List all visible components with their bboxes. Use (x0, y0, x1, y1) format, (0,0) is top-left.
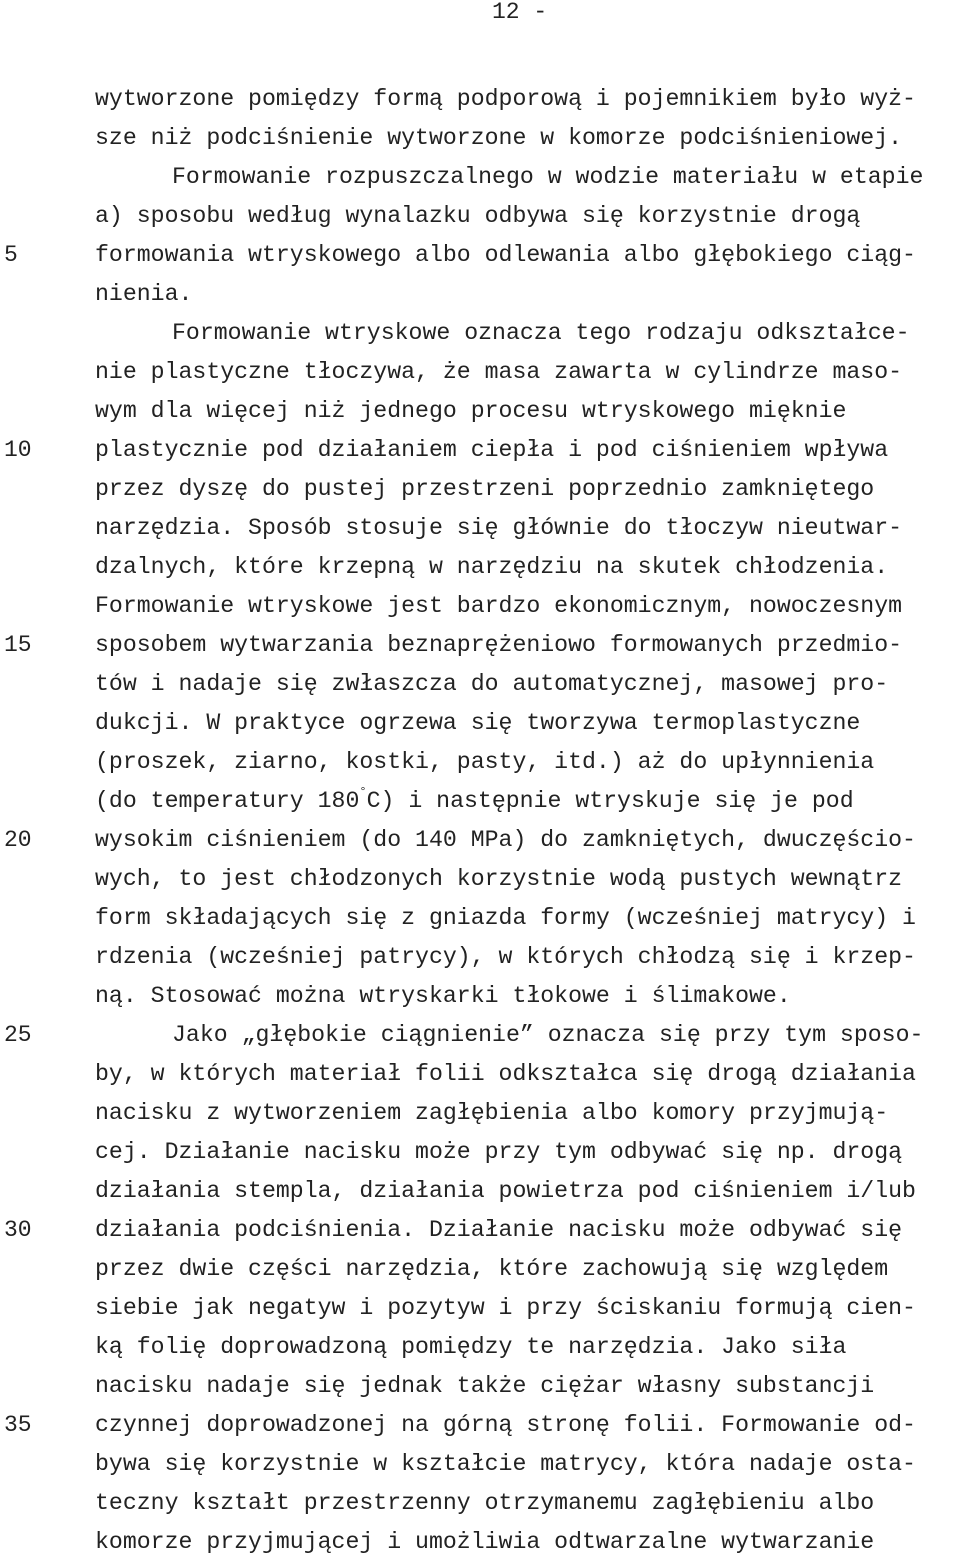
text-line (95, 240, 955, 279)
text-line (95, 1254, 955, 1293)
text-line (95, 1410, 955, 1449)
text-line-content: działania stempla, działania powietrza pod ciśnieniem i/lub (95, 1178, 916, 1204)
text-line-content: sposobem wytwarzania beznaprężeniowo formowanych przedmio- (95, 632, 903, 658)
text-line (95, 1371, 955, 1410)
degree-superscript: ° (359, 785, 367, 799)
text-line-content: przez dyszę do pustej przestrzeni poprzednio zamkniętego (95, 476, 875, 502)
text-line (95, 1488, 955, 1527)
line-number-10: 10 (4, 437, 32, 463)
text-line-content: czynnej doprowadzonej na górną stronę folii. Formowanie od- (95, 1412, 916, 1438)
text-line-content: nienia. (95, 281, 193, 307)
margin-line-numbers (0, 0, 60, 1558)
line-number-15: 15 (4, 632, 32, 658)
line-number-35: 35 (4, 1412, 32, 1438)
text-line-content: wysokim ciśnieniem (do 140 MPa) do zamkniętych, dwuczęścio- (95, 827, 916, 853)
text-line-content: narzędzia. Sposób stosuje się głównie do tłoczyw nieutwar- (95, 515, 903, 541)
document-body (95, 84, 955, 1566)
text-line (95, 279, 955, 318)
text-line-content: rdzenia (wcześniej patrycy), w których chłodzą się i krzep- (95, 944, 916, 970)
line-number-25: 25 (4, 1022, 32, 1048)
text-line (95, 1020, 955, 1059)
text-line-content: dzalnych, które krzepną w narzędziu na skutek chłodzenia. (95, 554, 889, 580)
text-line-content: (proszek, ziarno, kostki, pasty, itd.) aż do upłynnienia (95, 749, 875, 775)
text-line-content: by, w których materiał folii odkształca się drogą działania (95, 1061, 916, 1087)
text-line-content: sze niż podciśnienie wytworzone w komorze podciśnieniowej. (95, 125, 903, 151)
text-line-content: plastycznie pod działaniem ciepła i pod ciśnieniem wpływa (95, 437, 889, 463)
text-line (95, 84, 955, 123)
text-line-content: bywa się korzystnie w kształcie matrycy, która nadaje osta- (95, 1451, 916, 1477)
line-number-30: 30 (4, 1217, 32, 1243)
text-line (95, 318, 955, 357)
text-line-content: wytworzone pomiędzy formą podporową i pojemnikiem było wyż- (95, 86, 916, 112)
text-line (95, 123, 955, 162)
text-line-content: Formowanie wtryskowe oznacza tego rodzaju odkształce- (172, 320, 910, 346)
text-line-content: cej. Działanie nacisku może przy tym odbywać się np. drogą (95, 1139, 903, 1165)
text-line (95, 630, 955, 669)
text-line (95, 747, 955, 786)
text-line-content: ną. Stosować można wtryskarki tłokowe i ślimakowe. (95, 983, 791, 1009)
text-line-content: działania podciśnienia. Działanie nacisku może odbywać się (95, 1217, 903, 1243)
text-line (95, 903, 955, 942)
text-line-content: wych, to jest chłodzonych korzystnie wodą pustych wewnątrz (95, 866, 903, 892)
text-line (95, 669, 955, 708)
text-line (95, 708, 955, 747)
text-line-content: Jako „głębokie ciągnienie” oznacza się przy tym sposo- (172, 1022, 924, 1048)
text-line-content: przez dwie części narzędzia, które zachowują się względem (95, 1256, 889, 1282)
text-line (95, 1176, 955, 1215)
text-line-content: formowania wtryskowego albo odlewania albo głębokiego ciąg- (95, 242, 916, 268)
text-line (95, 825, 955, 864)
text-line-content: komorze przyjmującej i umożliwia odtwarzalne wytwarzanie (95, 1529, 875, 1555)
text-line-continuation: C) i następnie wtryskuje się je pod (366, 788, 854, 814)
text-line (95, 1137, 955, 1176)
text-line (95, 1527, 955, 1566)
text-line-content: nacisku z wytworzeniem zagłębienia albo komory przyjmują- (95, 1100, 889, 1126)
text-line (95, 357, 955, 396)
text-line (95, 435, 955, 474)
text-line-content: Formowanie rozpuszczalnego w wodzie materiału w etapie (172, 164, 924, 190)
text-line (95, 864, 955, 903)
text-line-content: teczny kształt przestrzenny otrzymanemu zagłębieniu albo (95, 1490, 875, 1516)
text-line (95, 552, 955, 591)
text-line-content: siebie jak negatyw i pozytyw i przy ściskaniu formują cien- (95, 1295, 916, 1321)
page-number: 12 - (492, 0, 548, 25)
text-line (95, 1098, 955, 1137)
text-line (95, 513, 955, 552)
text-line-content: nacisku nadaje się jednak także ciężar własny substancji (95, 1373, 875, 1399)
text-line-content: (do temperatury 180 (95, 788, 360, 814)
text-line (95, 591, 955, 630)
text-line (95, 474, 955, 513)
text-line-content: form składających się z gniazda formy (wcześniej matrycy) i (95, 905, 916, 931)
line-number-20: 20 (4, 827, 32, 853)
text-line (95, 942, 955, 981)
text-line (95, 1332, 955, 1371)
text-line (95, 981, 955, 1020)
text-line (95, 1059, 955, 1098)
text-line-content: Formowanie wtryskowe jest bardzo ekonomicznym, nowoczesnym (95, 593, 903, 619)
text-line-content: nie plastyczne tłoczywa, że masa zawarta w cylindrze maso- (95, 359, 903, 385)
text-line-content: ką folię doprowadzoną pomiędzy te narzędzia. Jako siła (95, 1334, 847, 1360)
text-line-content: wym dla więcej niż jednego procesu wtryskowego mięknie (95, 398, 847, 424)
text-line (95, 201, 955, 240)
text-line (95, 1293, 955, 1332)
text-line (95, 162, 955, 201)
text-line-content: a) sposobu według wynalazku odbywa się korzystnie drogą (95, 203, 861, 229)
text-line (95, 1215, 955, 1254)
text-line (95, 786, 955, 825)
line-number-5: 5 (4, 242, 18, 268)
text-line (95, 396, 955, 435)
text-line-content: dukcji. W praktyce ogrzewa się tworzywa termoplastyczne (95, 710, 861, 736)
text-line (95, 1449, 955, 1488)
text-line-content: tów i nadaje się zwłaszcza do automatycznej, masowej pro- (95, 671, 889, 697)
